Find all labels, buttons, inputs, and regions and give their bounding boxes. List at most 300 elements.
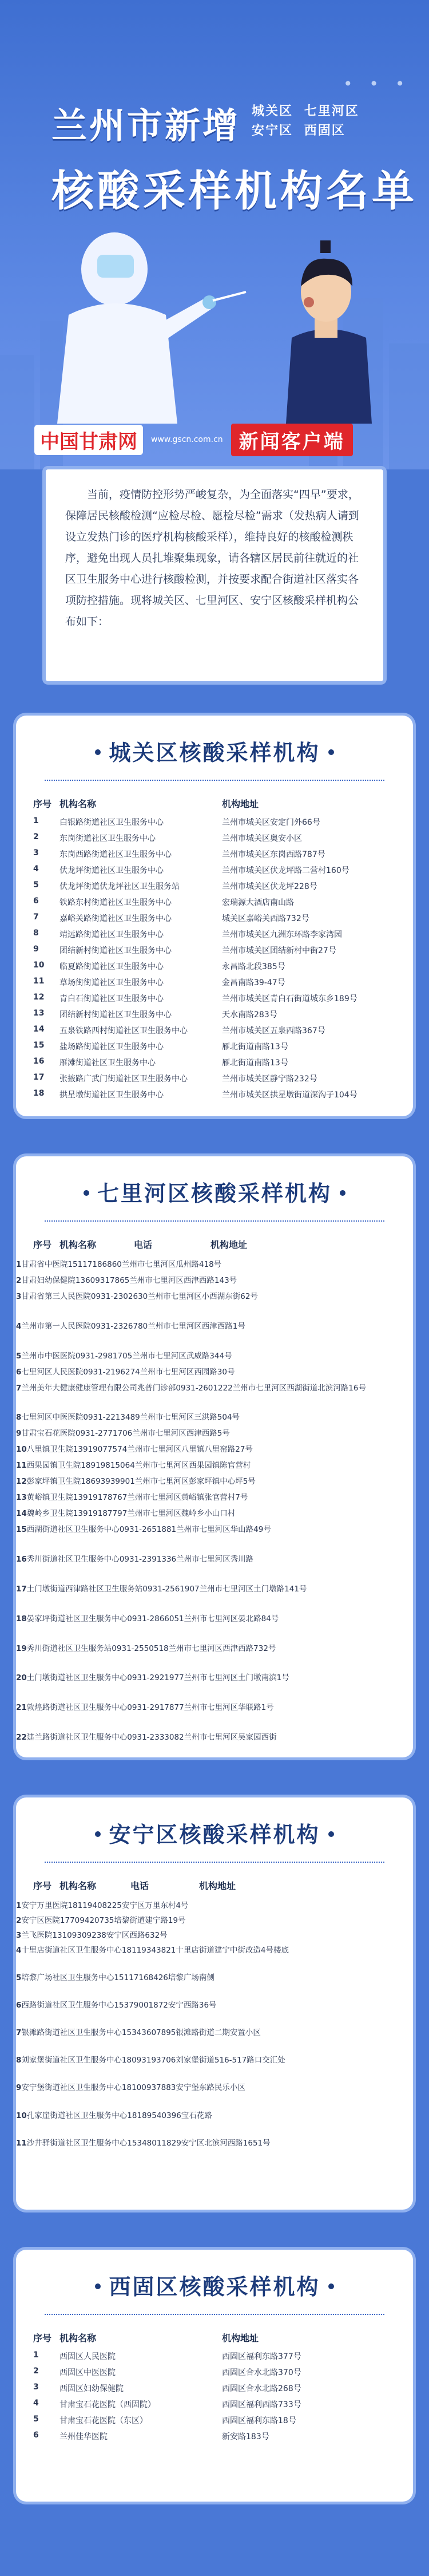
- row-addr: 新安路183号: [222, 2432, 269, 2441]
- row-tel: 15117186860: [67, 1260, 122, 1269]
- table-row: [16, 993, 413, 1009]
- row-addr: 兰州市城关区静宁路232号: [222, 1074, 317, 1084]
- row-tel: 13919077574: [73, 1445, 128, 1455]
- row-no: 7: [16, 1383, 22, 1393]
- row-no: 1: [16, 1260, 22, 1269]
- row-tel: 13919178767: [73, 1493, 128, 1503]
- row-no: 18: [33, 1089, 45, 1098]
- row-tel: 0931-2326780: [90, 1321, 148, 1331]
- table-row: [16, 2366, 413, 2383]
- col-addr: 机构地址: [210, 1239, 248, 1250]
- row-addr: 兰州市七里河区秀川路: [176, 1555, 254, 1564]
- section-title: [16, 1817, 413, 1848]
- row-addr: 兰州市城关区九洲东环路李家湾园: [222, 930, 342, 939]
- col-name: 机构名称: [59, 2333, 97, 2344]
- row-name: 东岗西路街道社区卫生服务中心: [59, 850, 172, 859]
- row-tel: 0931-2333082: [127, 1732, 184, 1742]
- row-name: 青白石街道社区卫生服务中心: [59, 994, 164, 1003]
- table-row: [16, 1319, 413, 1349]
- row-no: 5: [16, 1973, 22, 1983]
- row-name: 西固区人民医院: [59, 2352, 116, 2361]
- row-no: 3: [33, 2383, 39, 2392]
- row-name: 拱星墩街道社区卫生服务中心: [59, 1091, 164, 1100]
- row-no: 18: [16, 1614, 27, 1623]
- row-name: 嘉峪关路街道社区卫生服务中心: [59, 914, 172, 923]
- row-tel: 18093193706: [121, 2056, 176, 2065]
- intro-text: 当前，疫情防控形势严峻复杂，为全面落实“四早”要求，保障居民核酸检测“应检尽检、愿检尽检”需求（发热病人请到设立发热门诊的医疗机构核酸采样），维持良好的核酸检测秩序，避免出现人员扎堆聚集现象，请各辖区居民前往就近的社区卫生服务中心进行核酸检测，并按要求配合街道社区落实各项防控措施。现将城关区、七里河区、安宁区核酸采样机构公布如下：: [65, 488, 359, 628]
- row-name: 张掖路广武门街道社区卫生服务中心: [59, 1074, 188, 1084]
- table-row: [16, 1349, 413, 1365]
- row-name: 沙井驿街道社区卫生服务中心: [26, 2138, 128, 2148]
- row-addr: 兰州市七里河区晏北路84号: [184, 1614, 279, 1623]
- row-name: 甘肃宝石花医院: [21, 1429, 76, 1439]
- row-name: 草场街街道社区卫生服务中心: [59, 978, 164, 987]
- row-addr: 兰州市七里河区八里镇八里窑路27号: [127, 1445, 253, 1455]
- row-addr: 宏瑞源大酒店南山路: [222, 898, 294, 907]
- row-addr: 兰州市七里河区华山路49号: [176, 1525, 271, 1535]
- table-row: [16, 1641, 413, 1671]
- row-no: 14: [33, 1025, 45, 1034]
- row-name: 土门墩街道西津路社区卫生服务站: [26, 1584, 143, 1594]
- row-no: 22: [16, 1732, 27, 1742]
- table-body: [16, 2350, 413, 2447]
- row-no: 13: [33, 1009, 45, 1018]
- row-tel: 15379001872: [114, 2001, 168, 2010]
- row-no: 17: [33, 1073, 45, 1082]
- row-no: 15: [16, 1525, 27, 1535]
- brand-url: www.gscn.com.cn: [151, 435, 223, 444]
- row-no: 8: [33, 929, 39, 938]
- section-qilihe: [16, 1156, 413, 1757]
- table-row: [16, 961, 413, 977]
- table-row: [16, 912, 413, 929]
- section-header: [16, 1797, 413, 1872]
- row-tel: 0931-2921977: [127, 1673, 184, 1683]
- row-name: 土门墩街道社区卫生服务中心: [26, 1673, 128, 1683]
- row-name: 甘肃省第三人民医院: [21, 1292, 91, 1301]
- row-no: 3: [16, 1931, 22, 1940]
- divider: [45, 2314, 384, 2315]
- table-row: [16, 1009, 413, 1025]
- row-addr: 兰州市城关区团结新村中街27号: [222, 946, 336, 955]
- row-name: 七里河区中医医院: [21, 1413, 84, 1423]
- row-tel: 0931-2213489: [83, 1413, 140, 1423]
- row-no: 15: [33, 1041, 45, 1050]
- col-name: 机构名称: [59, 799, 97, 809]
- row-no: 4: [16, 1946, 22, 1955]
- section-title-text: 西固区核酸采样机构: [109, 2274, 320, 2300]
- bullet-icon: [95, 2283, 101, 2289]
- row-name: 西固区中医医院: [59, 2368, 116, 2377]
- row-no: 13: [16, 1493, 27, 1503]
- row-no: 3: [33, 848, 39, 858]
- col-addr: 机构地址: [199, 1880, 236, 1891]
- table-row: [16, 1970, 413, 1998]
- row-addr: 培黎街道建宁路19号: [114, 1916, 186, 1925]
- table-row: [16, 1700, 413, 1730]
- row-name: 敦煌路街道社区卫生服务中心: [26, 1703, 128, 1713]
- table-row: [16, 1057, 413, 1073]
- table-row: [16, 1442, 413, 1458]
- table-row: [16, 945, 413, 961]
- building-shape: [0, 355, 34, 469]
- row-addr: 兰州市七里河区西园路30号: [140, 1367, 235, 1377]
- row-no: 16: [33, 1057, 45, 1066]
- table-row: [16, 1426, 413, 1442]
- row-name: 兰州佳华医院: [59, 2432, 108, 2441]
- row-addr: 雁北街道南路13号: [222, 1058, 288, 1068]
- row-addr: 永昌路北段385号: [222, 962, 285, 971]
- table-row: [16, 816, 413, 832]
- row-addr: 兰州市七里河区西津西路143号: [129, 1276, 237, 1285]
- table-row: [16, 1490, 413, 1506]
- table-row: [16, 1273, 413, 1289]
- section-title: [16, 2269, 413, 2301]
- row-name: 盐场路街道社区卫生服务中心: [59, 1042, 164, 1052]
- table-row: [16, 1474, 413, 1490]
- section-title-text: 安宁区核酸采样机构: [109, 1822, 320, 1847]
- row-no: 12: [16, 1477, 27, 1487]
- table-row: [16, 1913, 413, 1928]
- row-addr: 兰州市城关区青白石街道城东乡189号: [222, 994, 357, 1003]
- row-tel: 13109309238: [52, 1931, 106, 1940]
- page-title-line2: 核酸采样机构名单: [51, 167, 418, 216]
- row-addr: 兰州市七里河区西津西路732号: [168, 1643, 276, 1653]
- col-no: 序号: [33, 2333, 52, 2344]
- row-addr: 西固区福利东路377号: [222, 2352, 301, 2361]
- row-addr: 兰州市城关区伏龙坪路二营村160号: [222, 866, 349, 875]
- row-name: 西果园镇卫生院: [26, 1461, 81, 1471]
- row-addr: 兰州市城关区奥安小区: [222, 834, 302, 843]
- table-row: [16, 1998, 413, 2025]
- row-addr: 兰州市七里河区吴家园西街: [184, 1732, 277, 1742]
- table-row: [16, 864, 413, 880]
- row-name: 西湖街道社区卫生服务中心: [26, 1525, 120, 1535]
- district-label: 城关区: [252, 104, 293, 118]
- row-no: 6: [16, 1367, 22, 1377]
- table-row: [16, 2053, 413, 2080]
- district-label: 七里河区: [304, 104, 359, 118]
- bullet-icon: [95, 1831, 101, 1837]
- row-addr: 西固区福利西路733号: [222, 2400, 301, 2409]
- table-row: [16, 848, 413, 864]
- row-tel: 0931-2917877: [127, 1703, 184, 1713]
- row-addr: 安宁区西路632号: [106, 1931, 168, 1940]
- bullet-icon: [328, 749, 334, 755]
- row-name: 伏龙坪街道伏龙坪社区卫生服务站: [59, 882, 180, 891]
- table-row: [16, 1730, 413, 1760]
- row-addr: 培黎广场南侧: [168, 1973, 214, 1983]
- table-row: [16, 2383, 413, 2399]
- brand-bar: [34, 422, 353, 457]
- row-addr: 西固区福利东路18号: [222, 2416, 296, 2425]
- col-addr: 机构地址: [222, 799, 259, 809]
- row-no: 1: [33, 2350, 39, 2360]
- row-name: 五泉铁路西村街道社区卫生服务中心: [59, 1026, 188, 1036]
- table-body: [16, 1898, 413, 2163]
- row-addr: 兰州市七里河区小西湖东街62号: [148, 1292, 258, 1301]
- row-tel: 0931-2561907: [142, 1584, 200, 1594]
- row-no: 10: [33, 961, 45, 970]
- row-no: 6: [16, 2001, 22, 2010]
- section-header: [16, 2250, 413, 2324]
- bullet-icon: [328, 1831, 334, 1837]
- row-no: 9: [33, 945, 39, 954]
- row-name: 八里镇卫生院: [26, 1445, 73, 1455]
- table-row: [16, 1898, 413, 1913]
- row-name: 白银路街道社区卫生服务中心: [59, 818, 164, 827]
- row-name: 兰州市第一人民医院: [21, 1321, 91, 1331]
- row-name: 兰飞医院: [21, 1931, 53, 1940]
- brand-logo: 中国甘肃网: [34, 425, 143, 455]
- section-title: [16, 1176, 413, 1207]
- row-no: 3: [16, 1292, 22, 1301]
- row-addr: 兰州市城关区伏龙坪228号: [222, 882, 317, 891]
- table-row: [16, 2080, 413, 2108]
- row-name: 安宁区医院: [21, 1916, 60, 1925]
- row-name: 西固区妇幼保健院: [59, 2384, 124, 2393]
- table-row: [16, 1289, 413, 1319]
- row-name: 七里河区人民医院: [21, 1367, 84, 1377]
- row-name: 秀川街道社区卫生服务站: [26, 1643, 112, 1653]
- district-row: [252, 102, 389, 121]
- row-name: 十里店街道社区卫生服务中心: [21, 1946, 122, 1955]
- table-row: [16, 1522, 413, 1552]
- table-row: [16, 2350, 413, 2366]
- section-anning: [16, 1797, 413, 2210]
- row-addr: 雁北街道南路13号: [222, 1042, 288, 1052]
- row-addr: 宝石花路: [181, 2111, 212, 2120]
- row-no: 5: [33, 2415, 39, 2424]
- row-no: 14: [16, 1509, 27, 1519]
- row-addr: 兰州市七里河区西湖街道北滨河路16号: [232, 1383, 366, 1393]
- row-tel: 0931-2550518: [112, 1643, 169, 1653]
- decor-dots: • • •: [343, 74, 411, 93]
- row-tel: 0931-2866051: [127, 1614, 184, 1623]
- table-row: [16, 1073, 413, 1089]
- row-name: 甘肃宝石花医院（东区）: [59, 2416, 148, 2425]
- col-tel: 电话: [130, 1880, 149, 1891]
- brand-news-label: 新闻客户端: [231, 424, 353, 456]
- row-addr: 银滩路街道二期安置小区: [176, 2028, 261, 2038]
- hero-banner: [0, 0, 429, 469]
- row-name: 团结新村街道社区卫生服务中心: [59, 946, 172, 955]
- row-tel: 18100937883: [121, 2083, 176, 2093]
- row-name: 东岗街道社区卫生服务中心: [59, 834, 156, 843]
- row-addr: 兰州市七里河区西津西路5号: [132, 1429, 230, 1439]
- row-addr: 十里店街道建宁中街改造4号楼底: [176, 1946, 289, 1955]
- row-no: 21: [16, 1703, 27, 1713]
- row-addr: 兰州市七里河区黄峪镇张官营村7号: [127, 1493, 248, 1503]
- row-name: 雁滩街道社区卫生服务中心: [59, 1058, 156, 1068]
- table-row: [16, 1928, 413, 1943]
- table-row: [16, 977, 413, 993]
- table-row: [16, 1365, 413, 1381]
- row-name: 晏家坪街道社区卫生服务中心: [26, 1614, 128, 1623]
- row-tel: 13919187797: [73, 1509, 128, 1519]
- row-tel: 15117168426: [114, 1973, 168, 1983]
- row-name: 甘肃妇幼保健院: [21, 1276, 76, 1285]
- row-addr: 安宁西路36号: [168, 2001, 217, 2010]
- row-no: 2: [16, 1276, 22, 1285]
- table-row: [16, 1670, 413, 1700]
- row-no: 7: [33, 912, 39, 922]
- section-title-text: 城关区核酸采样机构: [109, 740, 320, 765]
- row-no: 11: [16, 2138, 27, 2148]
- row-addr: 西固区合水北路370号: [222, 2368, 301, 2377]
- col-no: 序号: [33, 1880, 52, 1891]
- row-no: 4: [33, 864, 39, 874]
- row-addr: 兰州市七里河区魏岭乡小山口村: [127, 1509, 236, 1519]
- col-name: 机构名称: [59, 1880, 97, 1891]
- section-header: [16, 716, 413, 790]
- table-row: [16, 1506, 413, 1522]
- row-no: 6: [33, 2431, 39, 2440]
- district-row: [252, 121, 389, 141]
- row-no: 7: [16, 2028, 22, 2038]
- row-name: 安宁万里医院: [21, 1901, 68, 1910]
- row-no: 1: [16, 1901, 22, 1910]
- row-tel: 0931-2981705: [75, 1351, 133, 1361]
- district-label: 安宁区: [252, 124, 293, 138]
- section-title: [16, 735, 413, 767]
- row-no: 20: [16, 1673, 27, 1683]
- row-no: 1: [33, 816, 39, 825]
- section-chengguan: [16, 716, 413, 1116]
- bullet-icon: [340, 1190, 345, 1196]
- row-name: 临夏路街道社区卫生服务中心: [59, 962, 164, 971]
- row-name: 兰州市中医医院: [21, 1351, 76, 1361]
- table-row: [16, 896, 413, 912]
- row-tel: 18119408225: [67, 1901, 122, 1910]
- table-row: [16, 1025, 413, 1041]
- row-tel: 15348011829: [127, 2138, 181, 2148]
- table-row: [16, 1041, 413, 1057]
- bullet-icon: [328, 2283, 334, 2289]
- row-name: 铁路东村街道社区卫生服务中心: [59, 898, 172, 907]
- divider: [45, 1220, 384, 1222]
- row-addr: 西固区合水北路268号: [222, 2384, 301, 2393]
- row-tel: 17709420735: [59, 1916, 114, 1925]
- row-addr: 安宁堡东路民乐小区: [176, 2083, 245, 2093]
- row-addr: 安宁区万里东村4号: [121, 1901, 189, 1910]
- row-tel: 0931-2391336: [119, 1555, 177, 1564]
- row-addr: 兰州市七里河区武威路344号: [132, 1351, 232, 1361]
- table-body: [16, 816, 413, 1105]
- table-row: [16, 1582, 413, 1611]
- row-name: 培黎广场社区卫生服务中心: [21, 1973, 114, 1983]
- row-no: 17: [16, 1584, 27, 1594]
- table-row: [16, 880, 413, 896]
- table-row: [16, 1410, 413, 1426]
- district-label: 西固区: [304, 124, 345, 138]
- table-row: [16, 832, 413, 848]
- row-no: 10: [16, 1445, 27, 1455]
- table-row: [16, 1943, 413, 1970]
- table-row: [16, 2399, 413, 2415]
- row-name: 魏岭乡卫生院: [26, 1509, 73, 1519]
- table-row: [16, 1257, 413, 1273]
- row-no: 19: [16, 1643, 27, 1653]
- row-addr: 兰州市城关区东岗西路787号: [222, 850, 325, 859]
- section-header: [16, 1156, 413, 1231]
- row-name: 安宁堡街道社区卫生服务中心: [21, 2083, 122, 2093]
- row-tel: 18189540396: [127, 2111, 181, 2120]
- row-tel: 18919815064: [81, 1461, 135, 1471]
- divider: [45, 1862, 384, 1863]
- row-name: 甘肃宝石花医院（西固院）: [59, 2400, 156, 2409]
- row-no: 8: [16, 1413, 22, 1423]
- table-row: [16, 1458, 413, 1474]
- col-tel: 电话: [134, 1239, 153, 1250]
- row-addr: 城关区嘉峪关西路732号: [222, 914, 309, 923]
- row-tel: 0931-2196274: [83, 1367, 140, 1377]
- row-addr: 兰州市城关区拱星墩街道深沟子104号: [222, 1091, 357, 1100]
- row-name: 团结新村街道社区卫生服务中心: [59, 1010, 172, 1020]
- row-name: 彭家坪镇卫生院: [26, 1477, 81, 1487]
- table-row: [16, 1381, 413, 1411]
- row-addr: 兰州市城关区安定门外66号: [222, 818, 320, 827]
- row-no: 5: [33, 880, 39, 890]
- row-addr: 兰州市七里河区三洪路504号: [140, 1413, 240, 1423]
- row-no: 2: [16, 1916, 22, 1925]
- row-name: 兰州美年大健康健康管理有限公司兆普门诊部: [21, 1383, 176, 1393]
- row-tel: 0931-2651881: [119, 1525, 177, 1535]
- row-no: 9: [16, 2083, 22, 2093]
- row-no: 2: [33, 832, 39, 841]
- table-row: [16, 2431, 413, 2447]
- row-no: 12: [33, 993, 45, 1002]
- col-addr: 机构地址: [222, 2333, 259, 2344]
- section-xigu: [16, 2250, 413, 2502]
- table-row: [16, 2136, 413, 2163]
- row-name: 银滩路街道社区卫生服务中心: [21, 2028, 122, 2038]
- row-no: 5: [16, 1351, 22, 1361]
- row-addr: 天水南路283号: [222, 1010, 277, 1020]
- table-row: [16, 1552, 413, 1582]
- row-addr: 兰州市七里河区华联路1号: [184, 1703, 274, 1713]
- col-no: 序号: [33, 799, 52, 809]
- swab-illustration: [34, 206, 400, 424]
- row-tel: 0931-2601222: [176, 1383, 233, 1393]
- intro-panel: [46, 469, 383, 681]
- row-name: 刘家堡街道社区卫生服务中心: [21, 2056, 122, 2065]
- row-no: 6: [33, 896, 39, 906]
- col-name: 机构名称: [59, 1239, 97, 1250]
- page-title-line1: 兰州市新增: [51, 105, 241, 147]
- row-name: 黄峪镇卫生院: [26, 1493, 73, 1503]
- bullet-icon: [84, 1190, 89, 1196]
- table-row: [16, 2108, 413, 2136]
- row-tel: 18693939901: [81, 1477, 135, 1487]
- row-tel: 13609317865: [75, 1276, 130, 1285]
- row-no: 8: [16, 2056, 22, 2065]
- row-no: 4: [33, 2399, 39, 2408]
- row-no: 10: [16, 2111, 27, 2120]
- table-body: [16, 1257, 413, 1760]
- row-no: 9: [16, 1429, 22, 1439]
- row-name: 伏龙坪街道社区卫生服务中心: [59, 866, 164, 875]
- district-list: [252, 102, 389, 141]
- row-addr: 兰州市七里河区彭家坪镇中心坪5号: [134, 1477, 256, 1487]
- table-row: [16, 2025, 413, 2053]
- row-no: 11: [33, 977, 45, 986]
- divider: [45, 780, 384, 781]
- table-row: [16, 929, 413, 945]
- row-addr: 刘家堡街道516-517路口交汇处: [176, 2056, 285, 2065]
- row-addr: 兰州市城关区五泉西路367号: [222, 1026, 325, 1036]
- row-addr: 兰州市七里河区西果园镇陈官营村: [134, 1461, 251, 1471]
